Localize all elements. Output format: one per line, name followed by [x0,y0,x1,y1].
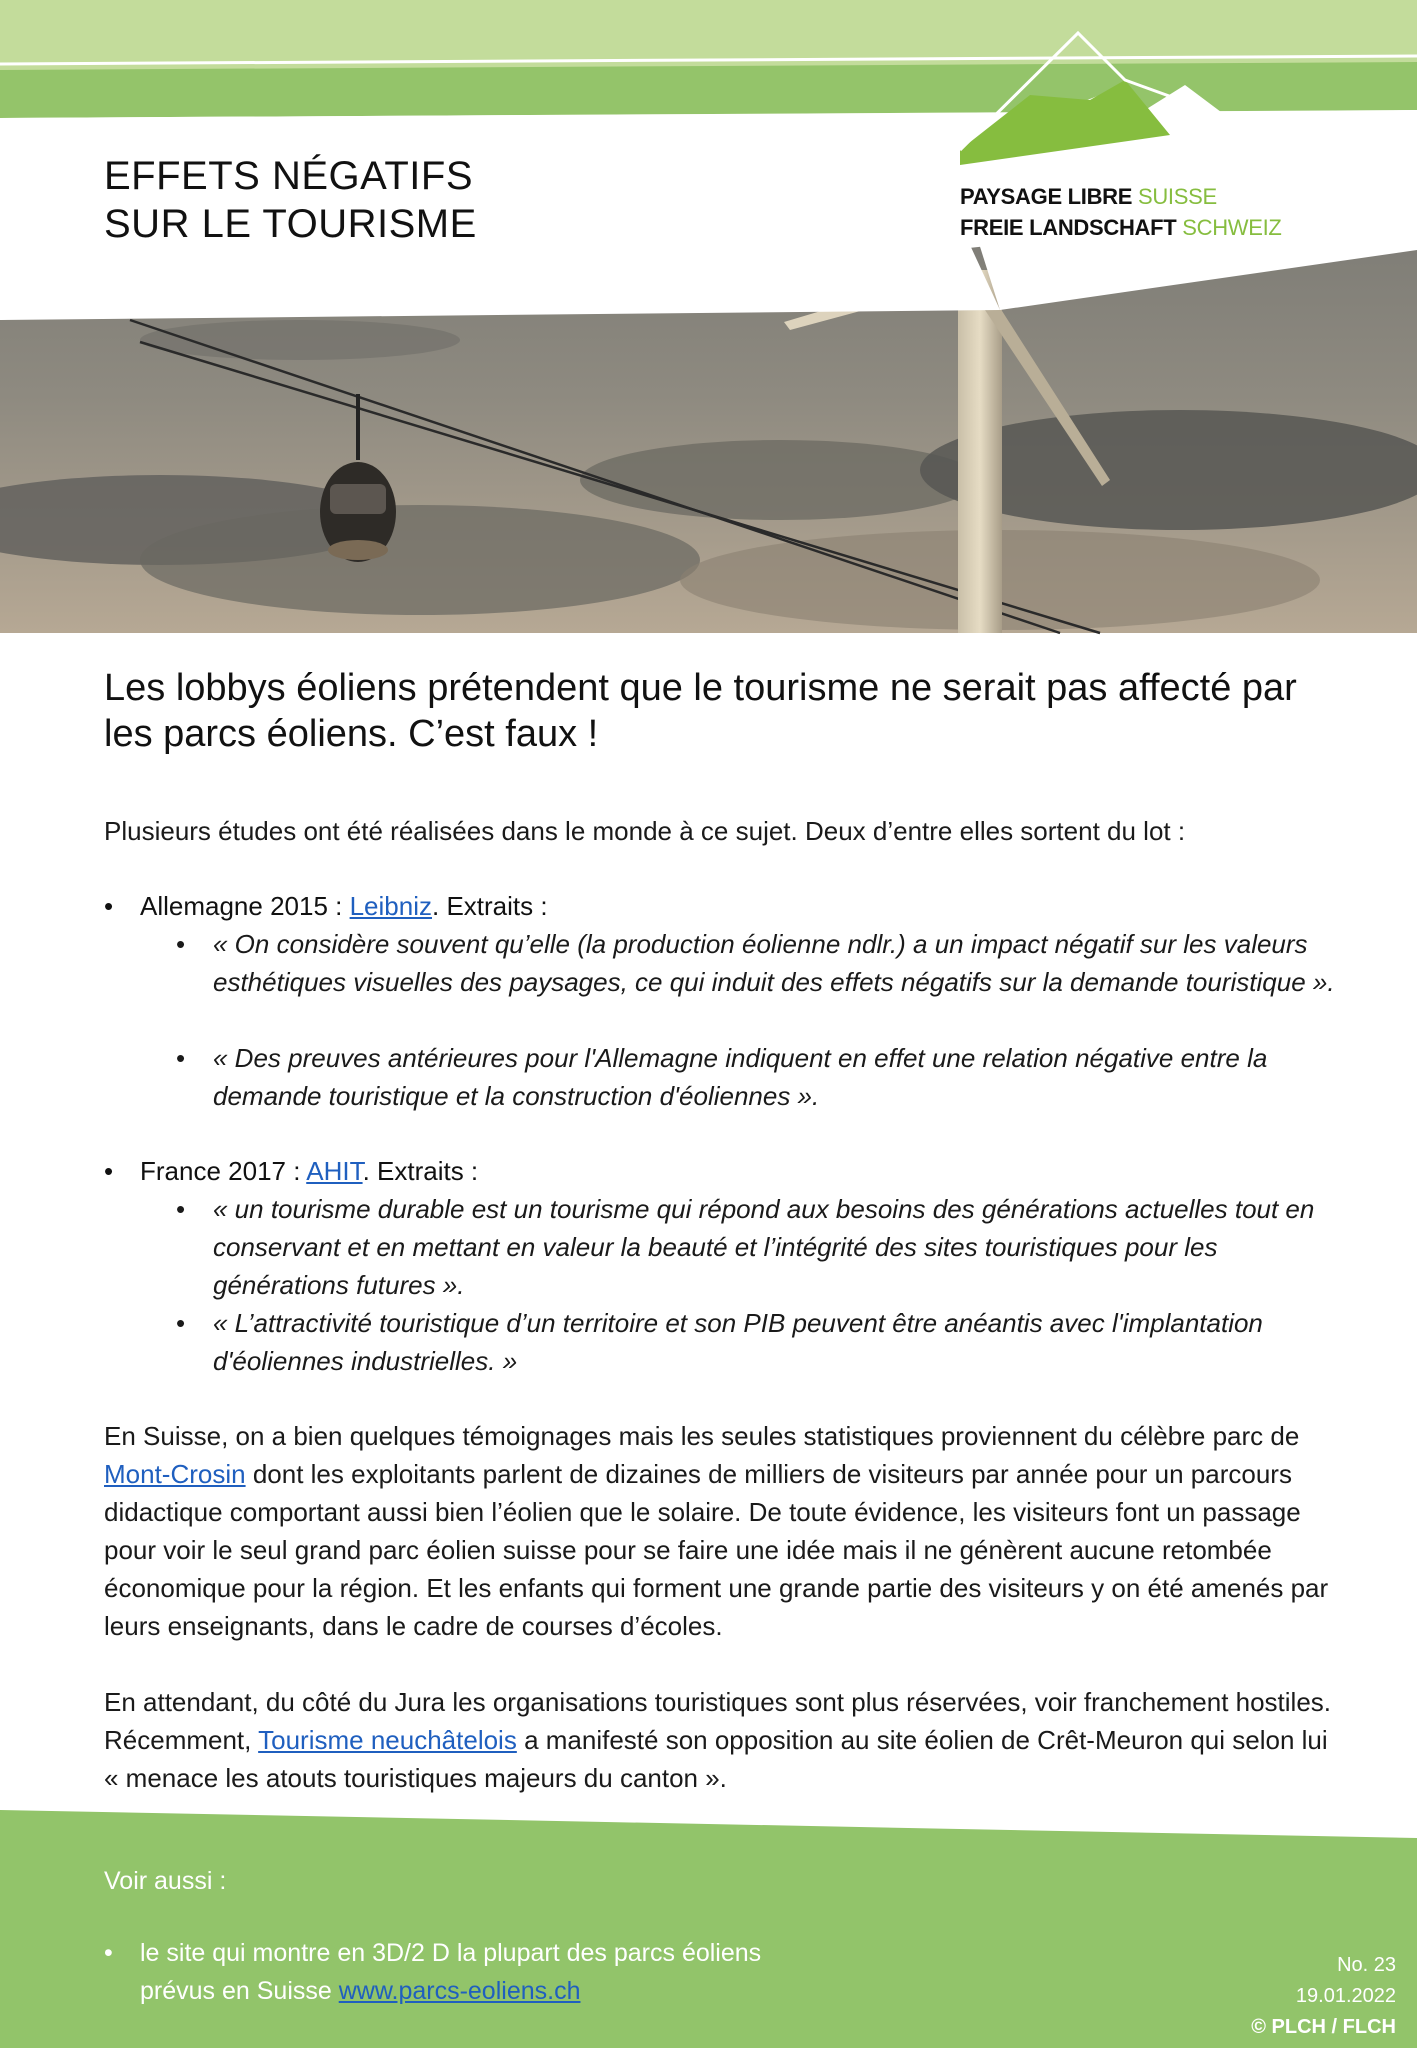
quote-france-2 [176,1304,1336,1380]
paragraph-suisse [104,1417,1334,1645]
title-line-2: SUR LE TOURISME [104,202,477,246]
headline: Les lobbys éoliens prétendent que le tourisme ne serait pas affecté par les parcs éoliens. C’est faux ! [104,667,1297,755]
document-meta [1251,1950,1396,2043]
issue-number: No. 23 [1337,1954,1396,1976]
leibniz-link[interactable]: Leibniz [349,891,432,921]
title-line-1: EFFETS NÉGATIFS [104,154,474,198]
quote-text: « Des preuves antérieures pour l'Allemagne indiquent en effet une relation négative entre la demande touristique et la construction d'éoliennes ». [213,1043,1268,1111]
paragraph-jura [104,1683,1334,1797]
parcs-eoliens-link[interactable]: www.parcs-eoliens.ch [338,1977,581,2005]
logo-mountain-icon [950,25,1250,175]
tourisme-neuchatelois-link[interactable]: Tourisme neuchâtelois [258,1725,517,1755]
paragraph-text: En Suisse, on a bien quelques témoignages mais les seules statistiques proviennent du célèbre parc de [104,1421,1300,1451]
quote-germany-2 [176,1039,1336,1115]
bullet-icon: • [104,1156,114,1186]
intro-paragraph: Plusieurs études ont été réalisées dans le monde à ce sujet. Deux d’entre elles sortent du lot : [104,816,1186,846]
bullet-icon: • [104,891,114,921]
paragraph-text: dont les exploitants parlent de dizaines de milliers de visiteurs par année pour un parcours didactique comportant aussi bien l’éolien que le solaire. De toute évidence, les visiteurs font un passage pour voir le seul grand parc éolien suisse pour se faire une idée mais il ne génèrent aucune retombée économique pour la région. Et les enfants qui forment une grande partie des visiteurs y on été amenés par leurs enseignants, dans le cadre de courses d’écoles. [104,1459,1329,1641]
bullet-icon: • [176,1308,186,1338]
logo-line1-accent: SUISSE [1137,184,1217,209]
logo-line2-accent: SCHWEIZ [1182,215,1282,240]
paragraph-text: a manifesté son opposition au site éolien de Crêt-Meuron qui selon lui « menace les atouts touristiques majeurs du canton ». [104,1725,1328,1793]
see-also-label: Voir aussi : [104,1867,227,1895]
footer-band [0,1800,1417,2048]
paragraph-text: En attendant, du côté du Jura les organisations touristiques sont plus réservées, voir franchement hostiles. Récemment, [104,1687,1332,1755]
quote-france-1 [176,1190,1336,1304]
logo-line2-bold: FREIE LANDSCHAFT [960,215,1177,240]
quote-germany-1 [176,925,1336,1001]
study-label: Allemagne 2015 : [140,891,350,921]
bullet-icon: • [176,929,186,959]
logo-line1-bold: PAYSAGE LIBRE [960,184,1133,209]
study-label: France 2017 : [140,1156,307,1186]
study-suffix: . Extraits : [432,891,548,921]
bullet-icon: • [104,1939,113,1967]
document-title [104,152,477,248]
study-suffix: . Extraits : [362,1156,479,1186]
see-also-item [104,1934,824,2010]
bullet-icon: • [176,1194,186,1224]
mont-crosin-link[interactable]: Mont-Crosin [104,1459,246,1489]
copyright: © PLCH / FLCH [1251,2016,1396,2038]
issue-date: 19.01.2022 [1295,1985,1396,2007]
see-also-text: le site qui montre en 3D/2 D la plupart des parcs éoliens prévus en Suisse [140,1939,762,2005]
quote-text: « L’attractivité touristique d’un territoire et son PIB peuvent être anéantis avec l'implantation d'éoliennes industrielles. » [213,1308,1263,1376]
ahit-link[interactable]: AHIT [306,1156,363,1186]
quote-text: « un tourisme durable est un tourisme qui répond aux besoins des générations actuelles tout en conservant et en mettant en valeur la beauté et l’intégrité des sites touristiques pour les générations futures ». [213,1194,1315,1300]
logo-wordmark [960,181,1282,243]
quote-text: « On considère souvent qu’elle (la production éolienne ndlr.) a un impact négatif sur les valeurs esthétiques visuelles des paysages, ce qui induit des effets négatifs sur la demande touristique ». [213,929,1335,997]
bullet-icon: • [176,1043,186,1073]
